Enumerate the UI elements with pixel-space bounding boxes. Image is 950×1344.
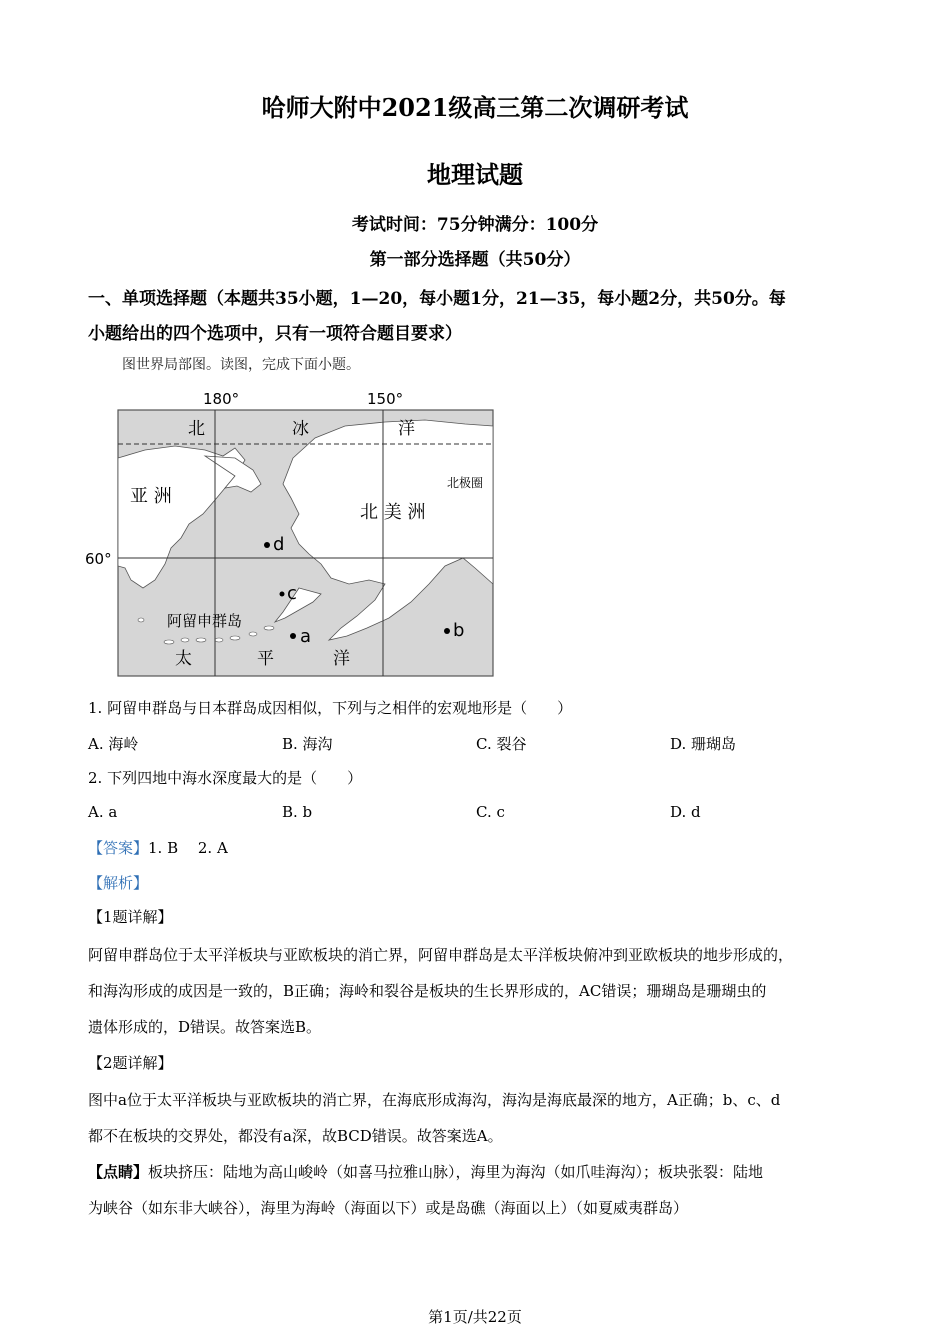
label-bing: 冰 bbox=[292, 419, 309, 439]
label-arctic-circle: 北极圈 bbox=[447, 476, 484, 490]
point-a-marker bbox=[290, 633, 296, 639]
label-bei: 北 bbox=[188, 419, 205, 439]
intro-text: 图世界局部图。读图，完成下面小题。 bbox=[122, 357, 360, 373]
tip-line2: 为峡谷（如东非大峡谷），海里为海岭（海面以下）或是岛礁（海面以上）（如夏威夷群岛） bbox=[88, 1199, 689, 1217]
question-1-option-a[interactable]: A. 海岭 bbox=[88, 735, 139, 753]
analysis-q1-heading: 【1题详解】 bbox=[88, 908, 173, 926]
lon-180-label: 180° bbox=[203, 390, 240, 408]
section-heading-line2: 小题给出的四个选项中，只有一项符合题目要求） bbox=[88, 324, 462, 344]
point-a-label: a bbox=[300, 626, 312, 647]
question-2-option-b[interactable]: B. b bbox=[282, 803, 313, 821]
answer-text: 1. B 2. A bbox=[148, 839, 228, 857]
page-number: 第1页/共22页 bbox=[428, 1308, 522, 1326]
analysis-q2-heading: 【2题详解】 bbox=[88, 1054, 173, 1072]
analysis-q1-line1: 阿留申群岛位于太平洋板块与亚欧板块的消亡界，阿留申群岛是太平洋板块俯冲到亚欧板块的地步形成的， bbox=[88, 946, 794, 964]
question-1-stem: 1. 阿留申群岛与日本群岛成因相似，下列与之相伴的宏观地形是（ ） bbox=[88, 699, 573, 717]
point-d-label: d bbox=[273, 534, 285, 555]
lat-60-label: 60° bbox=[85, 550, 112, 568]
question-1-option-c[interactable]: C. 裂谷 bbox=[476, 735, 527, 753]
question-1-option-b[interactable]: B. 海沟 bbox=[282, 735, 333, 753]
label-tai: 太 bbox=[175, 649, 192, 669]
point-d-marker bbox=[264, 542, 270, 548]
section-heading-line1: 一、单项选择题（本题共35小题，1—20，每小题1分，21—35，每小题2分，共50分。每 bbox=[88, 289, 786, 309]
label-yang: 洋 bbox=[398, 419, 415, 439]
answer-line bbox=[88, 838, 228, 858]
analysis-q2-line2: 都不在板块的交界处，都没有a深，故BCD错误。故答案选A。 bbox=[88, 1127, 503, 1145]
tip-text-1: 板块挤压：陆地为高山峻岭（如喜马拉雅山脉），海里为海沟（如爪哇海沟）；板块张裂：陆地 bbox=[148, 1163, 764, 1181]
question-2-option-a[interactable]: A. a bbox=[88, 803, 118, 821]
analysis-q1-line2: 和海沟形成的成因是一致的，B正确；海岭和裂谷是板块的生长界形成的，AC错误；珊瑚岛是珊瑚虫的 bbox=[88, 982, 767, 1000]
label-asia: 亚 洲 bbox=[130, 486, 172, 507]
question-2-option-c[interactable]: C. c bbox=[476, 803, 505, 821]
question-2-stem: 2. 下列四地中海水深度最大的是（ ） bbox=[88, 769, 363, 787]
tip-heading: 【点睛】 bbox=[88, 1163, 149, 1181]
label-ping: 平 bbox=[257, 649, 274, 669]
point-c-label: c bbox=[287, 583, 297, 604]
label-pacific-yang: 洋 bbox=[333, 649, 350, 669]
page-title: 哈师大附中2021级高三第二次调研考试 bbox=[261, 93, 689, 122]
analysis-q2-line1: 图中a位于太平洋板块与亚欧板块的消亡界，在海底形成海沟，海沟是海底最深的地方，A正确；b、c、d bbox=[88, 1091, 781, 1109]
analysis-q1-line3: 遗体形成的，D错误。故答案选B。 bbox=[88, 1018, 322, 1036]
map-svg bbox=[85, 388, 500, 680]
exam-info: 考试时间：75分钟满分：100分 bbox=[351, 215, 599, 235]
label-aleutian: 阿留申群岛 bbox=[167, 612, 243, 630]
point-b-label: b bbox=[453, 620, 465, 641]
point-b-marker bbox=[444, 628, 450, 634]
question-2-option-d[interactable]: D. d bbox=[670, 803, 701, 821]
analysis-tag: 【解析】 bbox=[88, 874, 149, 892]
lon-150-label: 150° bbox=[367, 390, 404, 408]
part-title: 第一部分选择题（共50分） bbox=[369, 250, 581, 270]
world-map-figure bbox=[85, 388, 500, 680]
question-1-option-d[interactable]: D. 珊瑚岛 bbox=[670, 735, 737, 753]
answer-tag: 【答案】 bbox=[88, 839, 149, 857]
label-north-america: 北 美 洲 bbox=[360, 502, 426, 523]
subject-title: 地理试题 bbox=[427, 160, 523, 189]
point-c-marker bbox=[280, 592, 285, 597]
tip-line1 bbox=[88, 1162, 763, 1182]
